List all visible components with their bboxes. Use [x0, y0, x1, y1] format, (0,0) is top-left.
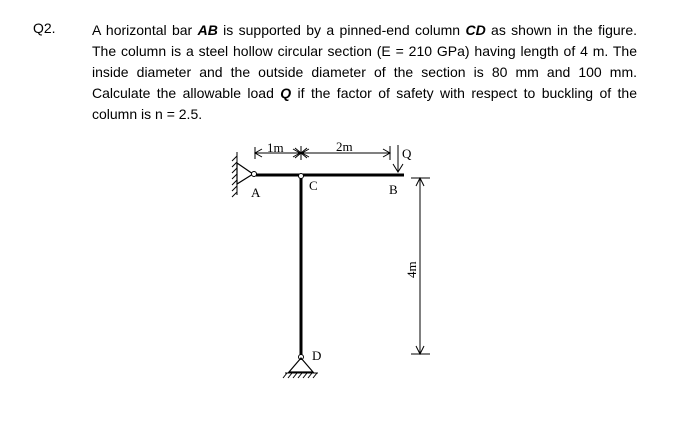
question-text-1: A horizontal bar — [92, 22, 198, 38]
dim-label-ac: 1m — [267, 140, 284, 155]
bar-ab-label: AB — [197, 22, 218, 38]
load-q-label: Q — [280, 85, 292, 101]
ground-hatch-d — [283, 373, 318, 378]
pin-triangle-d — [289, 358, 313, 372]
question-text-2: is supported by a pinned-end column — [217, 22, 466, 38]
column-cd-label: CD — [465, 22, 486, 38]
label-d: D — [312, 348, 322, 363]
label-b: B — [389, 182, 398, 197]
label-a: A — [251, 185, 261, 200]
pin-triangle-a — [237, 163, 253, 184]
label-c: C — [309, 178, 318, 193]
label-q: Q — [402, 146, 412, 161]
pin-c — [299, 174, 304, 179]
wall-support-a — [232, 152, 237, 197]
dim-label-height: 4m — [404, 261, 419, 278]
dim-label-cb: 2m — [336, 139, 353, 154]
question-text-4: if the factor of safety with respect to buckling of the column is n = 2.5. — [92, 85, 637, 122]
question-text-3: as shown in the figure. The column is a steel hollow circular section (E = 210 GPa) having length of 4 m. The inside diameter and the outside diameter of the section is 80 mm and 100 mm. Calculate the allowable load — [92, 22, 637, 101]
question-number: Q2. — [33, 20, 56, 36]
pin-a — [252, 172, 257, 177]
